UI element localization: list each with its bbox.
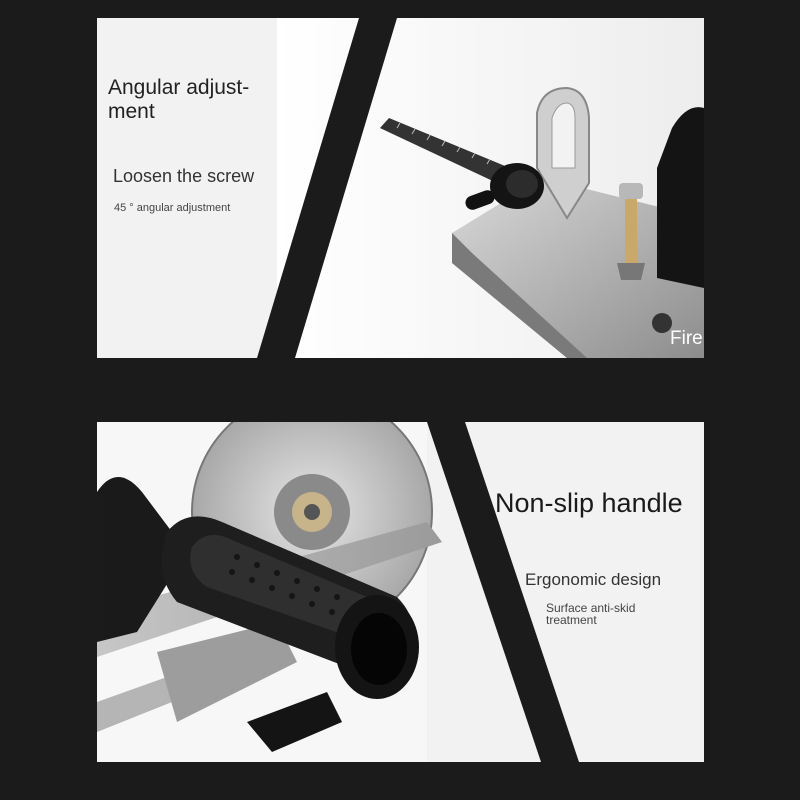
anti-skid-detail-text: Surface anti-skid treatment: [546, 601, 636, 627]
angular-adjustment-heading: Angular adjust-ment: [108, 76, 250, 123]
ergonomic-design-label: Ergonomic design: [525, 570, 662, 589]
loosen-screw-label: Loosen the screw: [113, 166, 255, 186]
angular-adjustment-panel: [97, 18, 704, 358]
diagonal-divider: [427, 422, 579, 762]
angular-adjustment-photo: [97, 18, 704, 358]
non-slip-handle-heading: Non-slip handle: [495, 488, 683, 518]
angle-detail-text: 45 ° angular adjustment: [114, 202, 231, 214]
non-slip-handle-panel: [97, 422, 704, 762]
corner-label: Fire: [670, 328, 703, 349]
non-slip-handle-photo: [97, 422, 704, 762]
